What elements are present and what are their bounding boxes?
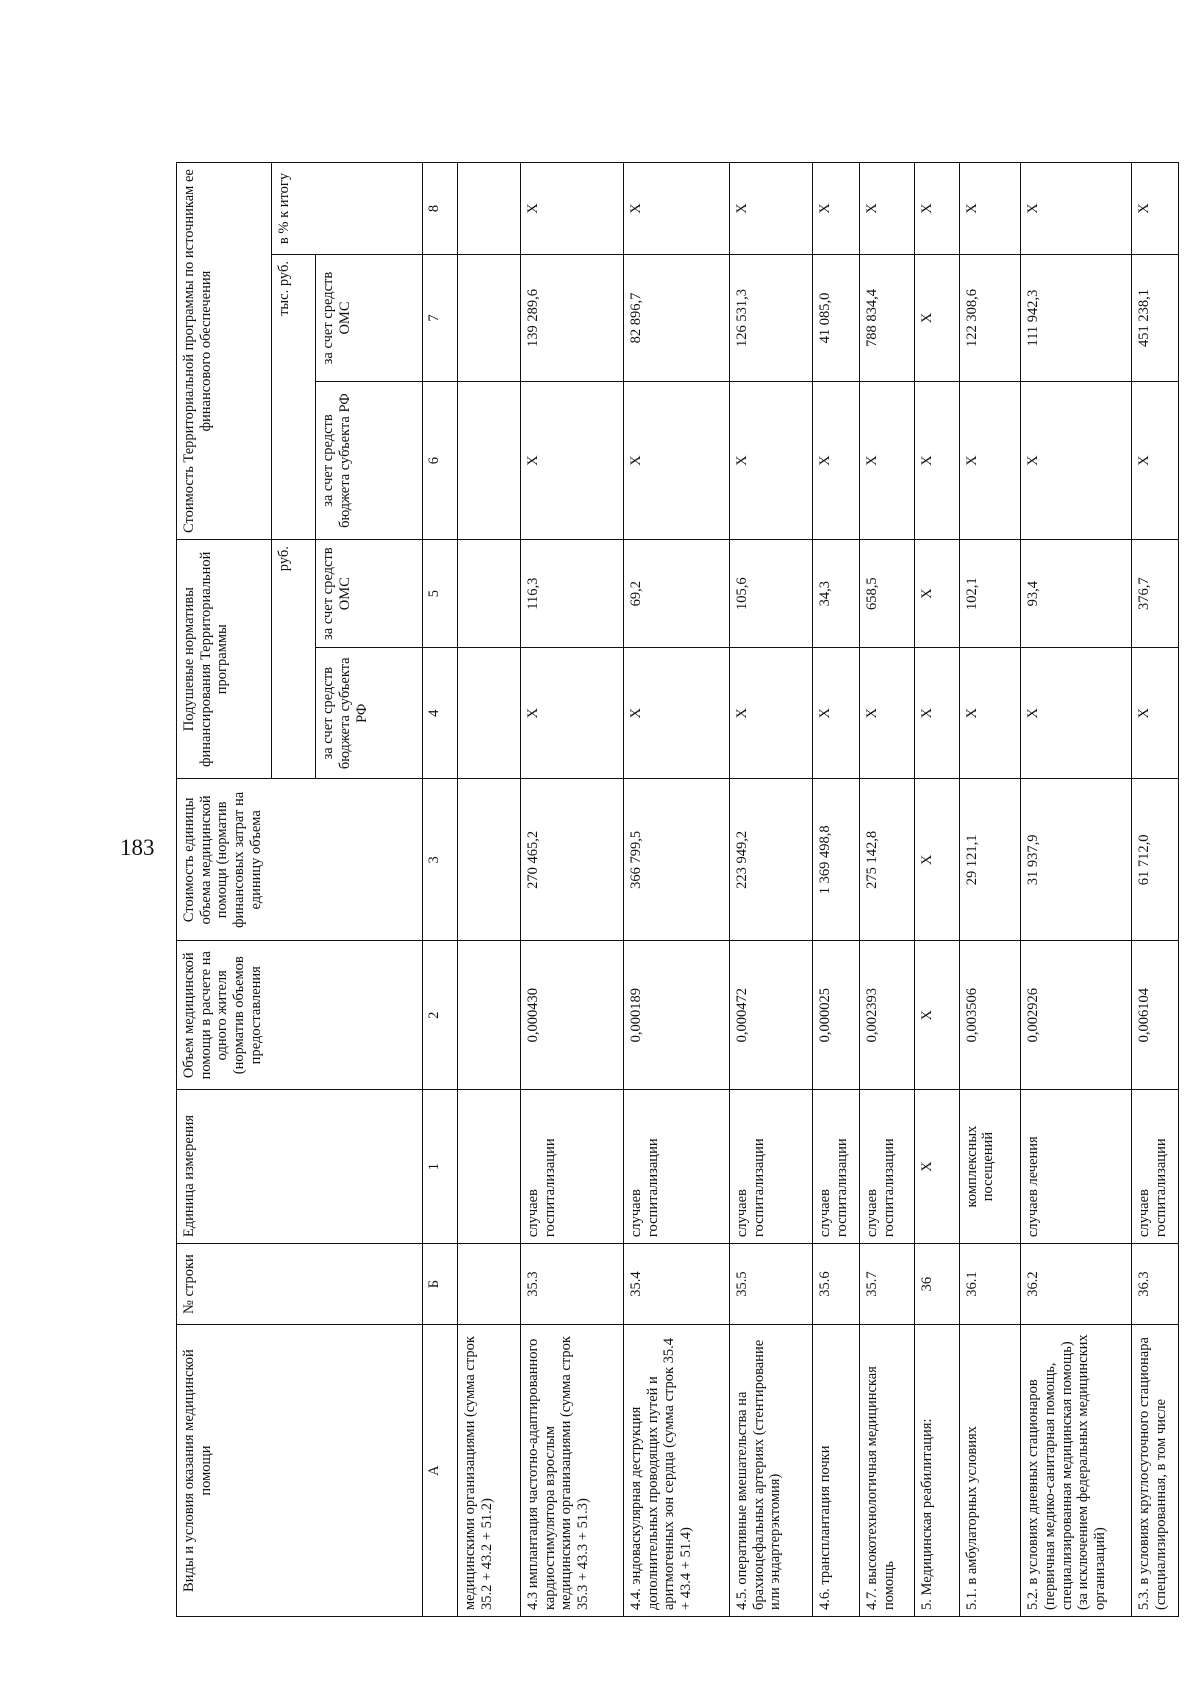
row-kind-cell: 4.3 имплантация частотно-адаптированного кардиостимулятора взрослым медицинскими организациями (сумма строк 35.3 + 43.3 + 51.3) [521, 1325, 624, 1617]
row-kind-cell: 5.2. в условиях дневных стационаров (первичная медико-санитарная помощь, специализированная медицинская помощь) (за исключением федеральных медицинских организаций) [1021, 1325, 1132, 1617]
header-col-2: Объем медицинской помощи в расчете на одного жителя (норматив объемов предоставления [177, 941, 423, 1090]
cost-budget-cell: Х [1132, 382, 1179, 540]
volume-cell: 0,003506 [959, 941, 1021, 1090]
row-kind-cell: 4.7. высокотехнологичная медицинская помощь [859, 1325, 914, 1617]
row-kind-cell: 5. Медицинская реабилитация: [915, 1325, 959, 1617]
row-kind-cell: 4.6. трансплантация почки [813, 1325, 860, 1617]
unit-cost-cell: 61 712,0 [1132, 779, 1179, 941]
cost-budget-cell [458, 382, 521, 540]
cost-budget-cell: Х [521, 382, 624, 540]
header-cost-budget: за счет средств бюджета субъекта РФ [316, 382, 422, 540]
unit-cost-cell [458, 779, 521, 941]
unit-cost-cell: 223 949,2 [730, 779, 813, 941]
norm-oms-cell [458, 540, 521, 648]
volume-cell: 0,000472 [730, 941, 813, 1090]
unit-cell: Х [915, 1090, 959, 1244]
unit-cost-cell: 31 937,9 [1021, 779, 1132, 941]
cost-percent-cell: Х [859, 163, 914, 255]
unit-cost-cell: 1 369 498,8 [813, 779, 860, 941]
index-cell: 2 [422, 941, 457, 1090]
unit-cell [458, 1090, 521, 1244]
cost-oms-cell: 788 834,4 [859, 255, 914, 382]
index-cell: А [422, 1325, 457, 1617]
row-number-cell: 36 [915, 1244, 959, 1325]
header-col-a: Виды и условия оказания медицинской помощи [177, 1325, 423, 1617]
norm-budget-cell: Х [959, 648, 1021, 779]
index-row [422, 163, 457, 1617]
header-norm-budget: за счет средств бюджета субъекта РФ [316, 648, 422, 779]
row-number-cell: 36.3 [1132, 1244, 1179, 1325]
row-number-cell: 36.2 [1021, 1244, 1132, 1325]
table-row [915, 163, 959, 1617]
table-row [730, 163, 813, 1617]
header-norm-oms: за счет средств ОМС [316, 540, 422, 648]
cost-oms-cell: 126 531,3 [730, 255, 813, 382]
cost-oms-cell [458, 255, 521, 382]
cost-percent-cell: Х [730, 163, 813, 255]
norm-budget-cell: Х [1021, 648, 1132, 779]
index-cell: 5 [422, 540, 457, 648]
unit-cost-cell: 275 142,8 [859, 779, 914, 941]
cost-budget-cell: Х [623, 382, 729, 540]
page-number: 183 [120, 835, 155, 860]
cost-percent-cell: Х [623, 163, 729, 255]
norm-budget-cell: Х [915, 648, 959, 779]
row-number-cell: 35.6 [813, 1244, 860, 1325]
header-cost-unit: тыс. руб. [272, 255, 316, 540]
header-group-norms: Подушевые нормативы финансирования Территориальной программы [177, 540, 272, 779]
cost-oms-cell: 82 896,7 [623, 255, 729, 382]
norm-budget-cell [458, 648, 521, 779]
cost-oms-cell: Х [915, 255, 959, 382]
unit-cost-cell: 270 465,2 [521, 779, 624, 941]
cost-oms-cell: 139 289,6 [521, 255, 624, 382]
unit-cost-cell: 366 799,5 [623, 779, 729, 941]
cost-percent-cell: Х [521, 163, 624, 255]
row-number-cell: 35.3 [521, 1244, 624, 1325]
rotated-table-wrapper [176, 162, 1179, 1617]
cost-percent-cell: Х [813, 163, 860, 255]
row-kind-cell: 4.5. оперативные вмешательства на брахиоцефальных артериях (стентирование или эндартерэктомия) [730, 1325, 813, 1617]
unit-cell: случаев госпитализации [730, 1090, 813, 1244]
unit-cell: случаев лечения [1021, 1090, 1132, 1244]
volume-cell: Х [915, 941, 959, 1090]
row-number-cell [458, 1244, 521, 1325]
index-cell: 1 [422, 1090, 457, 1244]
norm-oms-cell: 376,7 [1132, 540, 1179, 648]
header-cost-oms: за счет средств ОМС [316, 255, 422, 382]
header-col-1: Единица измерения [177, 1090, 423, 1244]
norm-oms-cell: 69,2 [623, 540, 729, 648]
norm-budget-cell: Х [859, 648, 914, 779]
cost-budget-cell: Х [915, 382, 959, 540]
cost-percent-cell [458, 163, 521, 255]
row-number-cell: 36.1 [959, 1244, 1021, 1325]
header-group-cost: Стоимость Территориальной программы по источникам ее финансового обеспечения [177, 163, 272, 540]
volume-cell: 0,000189 [623, 941, 729, 1090]
unit-cost-cell: Х [915, 779, 959, 941]
unit-cell: случаев госпитализации [521, 1090, 624, 1244]
unit-cost-cell: 29 121,1 [959, 779, 1021, 941]
cost-budget-cell: Х [813, 382, 860, 540]
index-cell: 3 [422, 779, 457, 941]
unit-cell: случаев госпитализации [813, 1090, 860, 1244]
header-row-1 [177, 163, 272, 1617]
row-number-cell: 35.7 [859, 1244, 914, 1325]
table-row [521, 163, 624, 1617]
norm-oms-cell: 34,3 [813, 540, 860, 648]
table-row [458, 163, 521, 1617]
norm-budget-cell: Х [521, 648, 624, 779]
table-row [813, 163, 860, 1617]
header-col-b: № строки [177, 1244, 423, 1325]
norm-budget-cell: Х [813, 648, 860, 779]
cost-budget-cell: Х [1021, 382, 1132, 540]
unit-cell: комплексных посещений [959, 1090, 1021, 1244]
row-number-cell: 35.4 [623, 1244, 729, 1325]
cost-oms-cell: 111 942,3 [1021, 255, 1132, 382]
norm-oms-cell: Х [915, 540, 959, 648]
cost-budget-cell: Х [730, 382, 813, 540]
table-row [1021, 163, 1132, 1617]
cost-percent-cell: Х [915, 163, 959, 255]
index-cell: 7 [422, 255, 457, 382]
norm-budget-cell: Х [730, 648, 813, 779]
norm-budget-cell: Х [1132, 648, 1179, 779]
cost-budget-cell: Х [959, 382, 1021, 540]
unit-cell: случаев госпитализации [859, 1090, 914, 1244]
cost-percent-cell: Х [1132, 163, 1179, 255]
table-row [1132, 163, 1179, 1617]
header-norms-unit: руб. [272, 540, 316, 779]
row-kind-cell: 5.1. в амбулаторных условиях [959, 1325, 1021, 1617]
index-cell: Б [422, 1244, 457, 1325]
volume-cell [458, 941, 521, 1090]
cost-percent-cell: Х [959, 163, 1021, 255]
cost-oms-cell: 122 308,6 [959, 255, 1021, 382]
norm-oms-cell: 105,6 [730, 540, 813, 648]
cost-budget-cell: Х [859, 382, 914, 540]
header-percent: в % к итогу [272, 163, 422, 255]
volume-cell: 0,000430 [521, 941, 624, 1090]
header-col-3: Стоимость единицы объема медицинской помощи (норматив финансовых затрат на единицу объема [177, 779, 423, 941]
index-cell: 4 [422, 648, 457, 779]
table-body [458, 163, 1179, 1617]
index-cell: 6 [422, 382, 457, 540]
index-cell: 8 [422, 163, 457, 255]
table-row [959, 163, 1021, 1617]
volume-cell: 0,002926 [1021, 941, 1132, 1090]
unit-cell: случаев госпитализации [623, 1090, 729, 1244]
cost-percent-cell: Х [1021, 163, 1132, 255]
norm-oms-cell: 102,1 [959, 540, 1021, 648]
cost-oms-cell: 41 085,0 [813, 255, 860, 382]
row-kind-cell: 4.4. эндоваскулярная деструкция дополнительных проводящих путей и аритмогенных зон сердца (сумма строк 35.4 + 43.4 + 51.4) [623, 1325, 729, 1617]
cost-oms-cell: 451 238,1 [1132, 255, 1179, 382]
row-kind-cell: медицинскими организациями (сумма строк 35.2 + 43.2 + 51.2) [458, 1325, 521, 1617]
volume-cell: 0,002393 [859, 941, 914, 1090]
norm-oms-cell: 93,4 [1021, 540, 1132, 648]
table-row [623, 163, 729, 1617]
norm-oms-cell: 658,5 [859, 540, 914, 648]
volume-cell: 0,006104 [1132, 941, 1179, 1090]
volume-cell: 0,000025 [813, 941, 860, 1090]
norm-budget-cell: Х [623, 648, 729, 779]
row-number-cell: 35.5 [730, 1244, 813, 1325]
unit-cell: случаев госпитализации [1132, 1090, 1179, 1244]
financing-table [176, 162, 1179, 1617]
row-kind-cell: 5.3. в условиях круглосуточного стационара (специализированная, в том числе [1132, 1325, 1179, 1617]
norm-oms-cell: 116,3 [521, 540, 624, 648]
table-row [859, 163, 914, 1617]
